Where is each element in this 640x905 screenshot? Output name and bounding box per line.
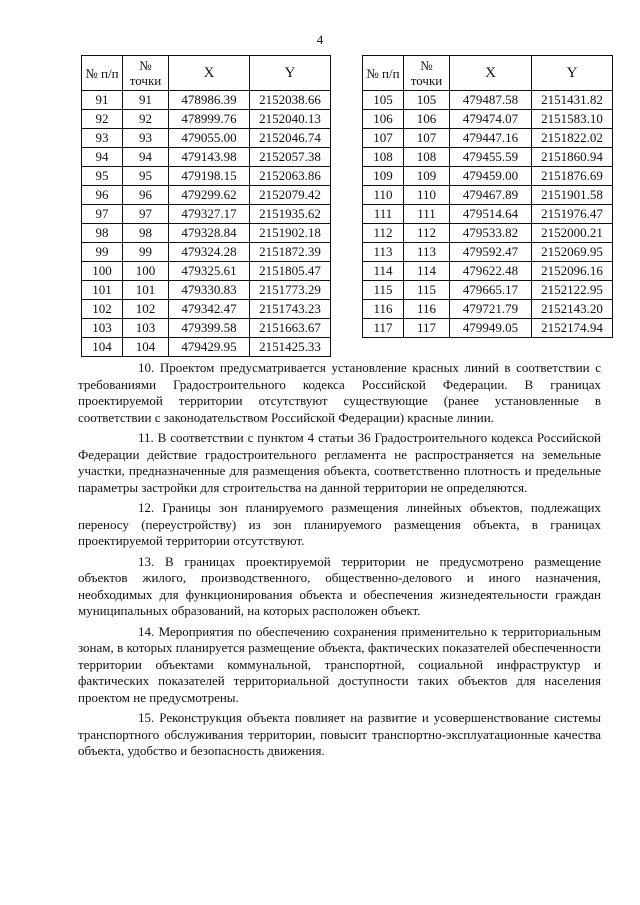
cell-row-number: 102 <box>82 300 123 319</box>
table-row <box>363 243 613 262</box>
cell-point-number: 108 <box>404 148 450 167</box>
cell-row-number: 115 <box>363 281 404 300</box>
cell-point-number: 112 <box>404 224 450 243</box>
cell-row-number: 114 <box>363 262 404 281</box>
table-header-row <box>82 56 331 91</box>
cell-x: 479198.15 <box>169 167 250 186</box>
cell-point-number: 102 <box>123 300 169 319</box>
table-row <box>363 281 613 300</box>
paragraph-13: 13. В границах проектируемой территории не предусмотрено размещение объектов жилого, производственного, общественно-делового и иного назначения, необходимых для функционирования объекта и обеспечения жизнедеятельности граждан муниципальных образований, на которых расположен объект. <box>78 553 601 618</box>
cell-y: 2152143.20 <box>532 300 613 319</box>
cell-point-number: 92 <box>123 110 169 129</box>
cell-row-number: 112 <box>363 224 404 243</box>
cell-point-number: 106 <box>404 110 450 129</box>
cell-y: 2151902.18 <box>250 224 331 243</box>
cell-point-number: 94 <box>123 148 169 167</box>
table-body-left <box>82 91 331 357</box>
cell-row-number: 103 <box>82 319 123 338</box>
cell-y: 2152122.95 <box>532 281 613 300</box>
document-text <box>78 360 601 764</box>
cell-y: 2152040.13 <box>250 110 331 129</box>
table-row <box>82 167 331 186</box>
cell-y: 2152000.21 <box>532 224 613 243</box>
cell-y: 2152174.94 <box>532 319 613 338</box>
table-row <box>82 148 331 167</box>
cell-point-number: 103 <box>123 319 169 338</box>
table-row <box>82 243 331 262</box>
page-number: 4 <box>316 32 324 47</box>
cell-point-number: 110 <box>404 186 450 205</box>
cell-x: 479055.00 <box>169 129 250 148</box>
cell-point-number: 107 <box>404 129 450 148</box>
cell-y: 2152057.38 <box>250 148 331 167</box>
table-row <box>82 262 331 281</box>
header-x: X <box>450 56 532 91</box>
cell-y: 2151976.47 <box>532 205 613 224</box>
cell-row-number: 93 <box>82 129 123 148</box>
cell-row-number: 97 <box>82 205 123 224</box>
cell-y: 2151876.69 <box>532 167 613 186</box>
table-row <box>363 300 613 319</box>
paragraph-12: 12. Границы зон планируемого размещения линейных объектов, подлежащих переносу (переустройству) из зон планируемого размещения объекта, в границах проектируемой территории отсутствуют. <box>78 500 601 548</box>
cell-y: 2152063.86 <box>250 167 331 186</box>
cell-y: 2151822.02 <box>532 129 613 148</box>
cell-y: 2151743.23 <box>250 300 331 319</box>
cell-row-number: 99 <box>82 243 123 262</box>
cell-point-number: 95 <box>123 167 169 186</box>
cell-row-number: 113 <box>363 243 404 262</box>
cell-x: 479459.00 <box>450 167 532 186</box>
paragraph-10: 10. Проектом предусматривается установление красных линий в соответствии с требованиями Градостроительного кодекса Российской Федерации. В границах проектируемой территории отсутствуют существующие (ранее установленные в соответствии с законодательством Российской Федерации) красные линии. <box>78 360 601 425</box>
cell-point-number: 91 <box>123 91 169 110</box>
cell-y: 2151860.94 <box>532 148 613 167</box>
cell-y: 2151431.82 <box>532 91 613 110</box>
cell-row-number: 101 <box>82 281 123 300</box>
header-point-number: № точки <box>404 56 450 91</box>
cell-x: 479299.62 <box>169 186 250 205</box>
cell-y: 2152038.66 <box>250 91 331 110</box>
header-y: Y <box>532 56 613 91</box>
cell-row-number: 95 <box>82 167 123 186</box>
cell-point-number: 104 <box>123 338 169 357</box>
table-row <box>82 281 331 300</box>
cell-point-number: 105 <box>404 91 450 110</box>
cell-x: 479143.98 <box>169 148 250 167</box>
cell-row-number: 91 <box>82 91 123 110</box>
cell-row-number: 111 <box>363 205 404 224</box>
table-row <box>82 224 331 243</box>
table-row <box>363 262 613 281</box>
header-row-number: № п/п <box>363 56 404 91</box>
table-row <box>82 91 331 110</box>
table-row <box>82 186 331 205</box>
cell-point-number: 113 <box>404 243 450 262</box>
cell-y: 2152096.16 <box>532 262 613 281</box>
cell-x: 479533.82 <box>450 224 532 243</box>
paragraph-14: 14. Мероприятия по обеспечению сохранения применительно к территориальным зонам, в которых планируется размещение объекта, фактических показателей обеспеченности территории объектами коммунальной, транспортной, социальной инфраструктур и фактических показателей территориальной доступности таких объектов для населения проектом не предусмотрены. <box>78 623 601 705</box>
cell-x: 479330.83 <box>169 281 250 300</box>
cell-row-number: 109 <box>363 167 404 186</box>
cell-point-number: 99 <box>123 243 169 262</box>
table-header-row <box>363 56 613 91</box>
cell-x: 479622.48 <box>450 262 532 281</box>
cell-x: 478986.39 <box>169 91 250 110</box>
cell-point-number: 101 <box>123 281 169 300</box>
header-y: Y <box>250 56 331 91</box>
cell-y: 2151663.67 <box>250 319 331 338</box>
cell-x: 479324.28 <box>169 243 250 262</box>
table-row <box>82 300 331 319</box>
cell-point-number: 117 <box>404 319 450 338</box>
cell-point-number: 100 <box>123 262 169 281</box>
cell-x: 479399.58 <box>169 319 250 338</box>
cell-point-number: 109 <box>404 167 450 186</box>
cell-x: 479949.05 <box>450 319 532 338</box>
cell-y: 2151935.62 <box>250 205 331 224</box>
cell-x: 479467.89 <box>450 186 532 205</box>
cell-row-number: 92 <box>82 110 123 129</box>
cell-x: 479721.79 <box>450 300 532 319</box>
cell-x: 479342.47 <box>169 300 250 319</box>
cell-row-number: 106 <box>363 110 404 129</box>
cell-row-number: 117 <box>363 319 404 338</box>
cell-x: 479474.07 <box>450 110 532 129</box>
cell-row-number: 96 <box>82 186 123 205</box>
cell-y: 2151425.33 <box>250 338 331 357</box>
header-row-number: № п/п <box>82 56 123 91</box>
cell-y: 2151872.39 <box>250 243 331 262</box>
cell-point-number: 96 <box>123 186 169 205</box>
table-row <box>363 319 613 338</box>
cell-y: 2151805.47 <box>250 262 331 281</box>
header-x: X <box>169 56 250 91</box>
table-row <box>363 110 613 129</box>
cell-y: 2151901.58 <box>532 186 613 205</box>
table-row <box>363 224 613 243</box>
cell-row-number: 107 <box>363 129 404 148</box>
cell-x: 479455.59 <box>450 148 532 167</box>
table-row <box>363 91 613 110</box>
cell-x: 478999.76 <box>169 110 250 129</box>
cell-row-number: 104 <box>82 338 123 357</box>
cell-point-number: 114 <box>404 262 450 281</box>
cell-y: 2151773.29 <box>250 281 331 300</box>
cell-row-number: 110 <box>363 186 404 205</box>
cell-x: 479487.58 <box>450 91 532 110</box>
cell-x: 479447.16 <box>450 129 532 148</box>
table-body-right <box>363 91 613 338</box>
cell-point-number: 115 <box>404 281 450 300</box>
table-row <box>82 319 331 338</box>
paragraph-15: 15. Реконструкция объекта повлияет на развитие и усовершенствование системы транспортного обслуживания территории, повысит транспортно-эксплуатационные качества объекта, удобство и безопасность движения. <box>78 710 601 758</box>
cell-x: 479429.95 <box>169 338 250 357</box>
table-row <box>82 129 331 148</box>
cell-row-number: 105 <box>363 91 404 110</box>
header-point-number: № точки <box>123 56 169 91</box>
cell-x: 479592.47 <box>450 243 532 262</box>
cell-y: 2151583.10 <box>532 110 613 129</box>
cell-point-number: 93 <box>123 129 169 148</box>
cell-row-number: 116 <box>363 300 404 319</box>
table-row <box>363 205 613 224</box>
cell-row-number: 100 <box>82 262 123 281</box>
cell-row-number: 98 <box>82 224 123 243</box>
table-row <box>82 110 331 129</box>
cell-x: 479325.61 <box>169 262 250 281</box>
table-row <box>82 205 331 224</box>
table-row <box>363 167 613 186</box>
cell-point-number: 97 <box>123 205 169 224</box>
table-row <box>363 148 613 167</box>
coordinates-table-left <box>81 55 331 357</box>
cell-y: 2152079.42 <box>250 186 331 205</box>
cell-x: 479665.17 <box>450 281 532 300</box>
cell-point-number: 98 <box>123 224 169 243</box>
table-row <box>363 129 613 148</box>
coordinates-table-right <box>362 55 613 338</box>
cell-y: 2152046.74 <box>250 129 331 148</box>
cell-point-number: 111 <box>404 205 450 224</box>
cell-row-number: 94 <box>82 148 123 167</box>
cell-point-number: 116 <box>404 300 450 319</box>
table-row <box>363 186 613 205</box>
cell-row-number: 108 <box>363 148 404 167</box>
cell-x: 479327.17 <box>169 205 250 224</box>
table-row <box>82 338 331 357</box>
cell-x: 479514.64 <box>450 205 532 224</box>
paragraph-11: 11. В соответствии с пунктом 4 статьи 36 Градостроительного кодекса Российской Федерации действие градостроительного регламента не распространяется на земельные участки, предназначенные для размещения объекта, соответственно плотность и предельные параметры застройки для строительства на данной территории не определяются. <box>78 430 601 495</box>
cell-x: 479328.84 <box>169 224 250 243</box>
cell-y: 2152069.95 <box>532 243 613 262</box>
